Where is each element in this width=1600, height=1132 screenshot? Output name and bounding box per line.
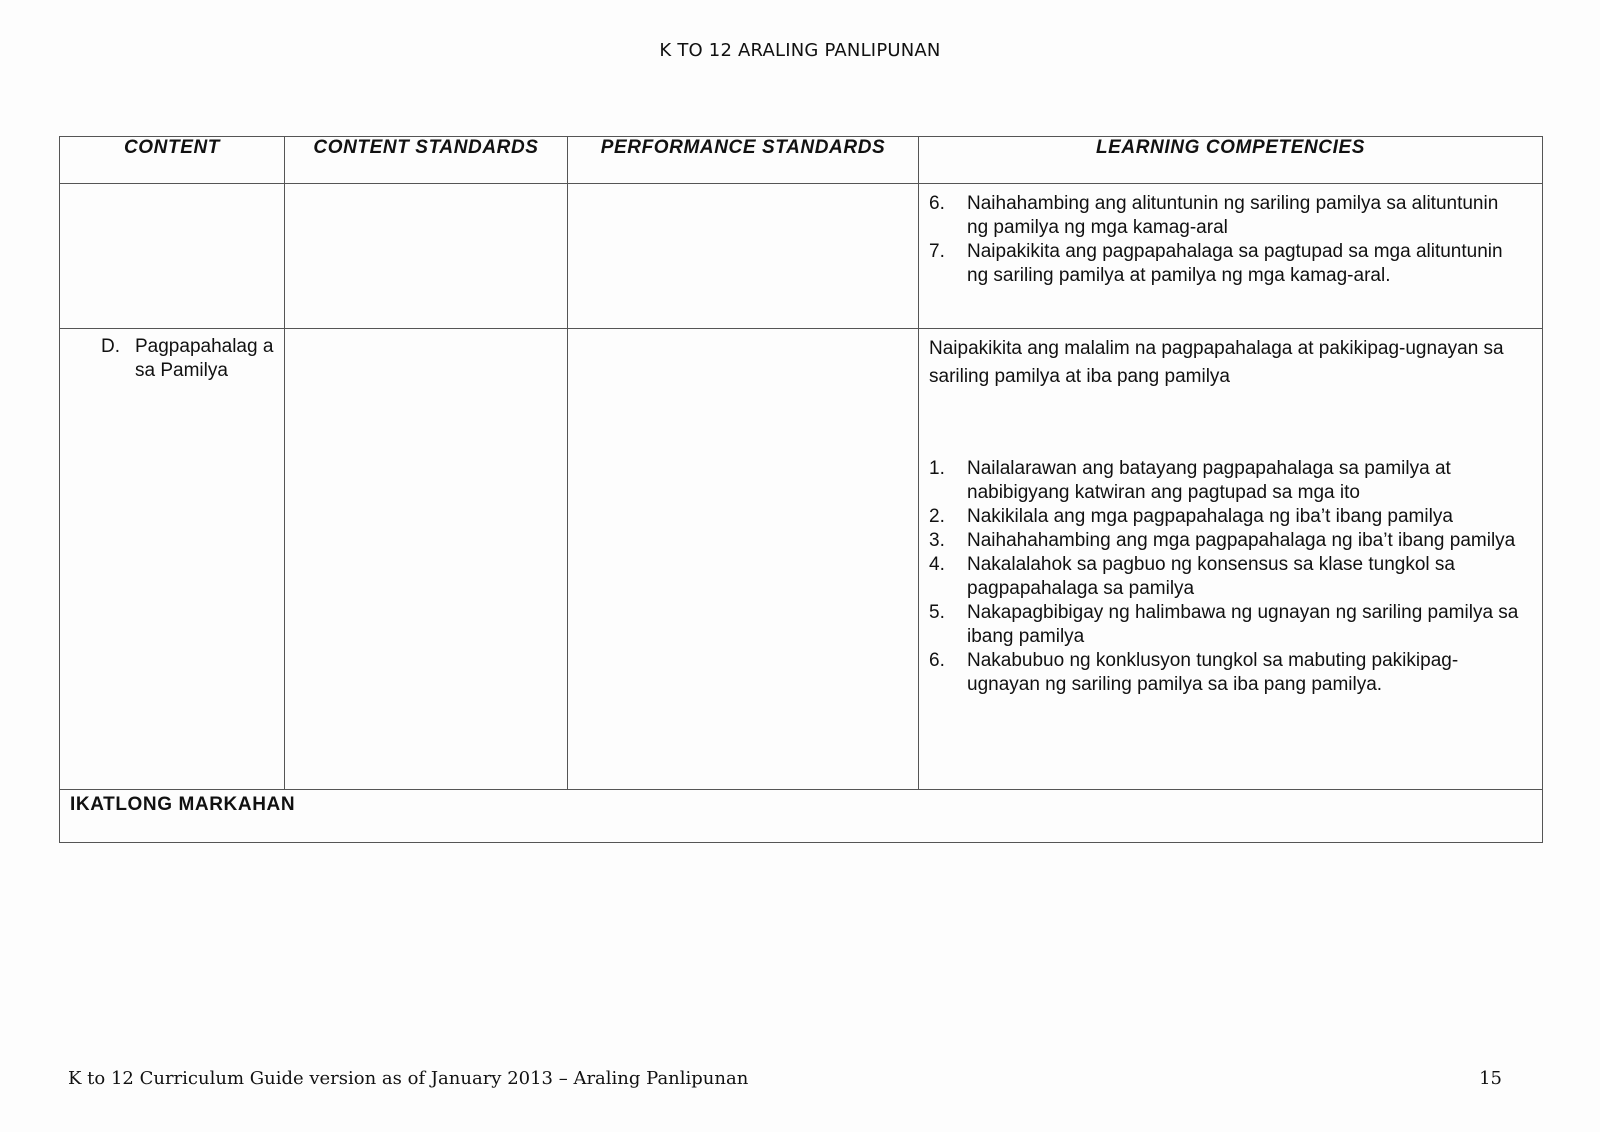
table-header-row — [60, 137, 1543, 184]
learning-competencies-cell — [919, 329, 1543, 790]
page-header: K TO 12 ARALING PANLIPUNAN — [659, 40, 941, 61]
column-header-performance-standards: PERFORMANCE STANDARDS — [568, 137, 919, 184]
competency-text: Naihahambing ang alituntunin ng sariling pamilya sa alituntunin ng pamilya ng mga kamag-aral — [967, 193, 1499, 238]
column-header-content: CONTENT — [60, 137, 285, 184]
competency-item — [929, 505, 1522, 529]
competency-item — [929, 553, 1522, 601]
content-text: Pagpapahalag a sa Pamilya — [135, 336, 274, 381]
competency-number: 1. — [929, 458, 945, 479]
performance-standards-cell — [568, 329, 919, 790]
competency-text: Naipakikita ang pagpapahalaga sa pagtupad sa mga alituntunin ng sariling pamilya at pamilya ng mga kamag-aral. — [967, 241, 1503, 286]
competency-item — [929, 529, 1522, 553]
competency-number: 4. — [929, 554, 945, 575]
competency-text: Nakikilala ang mga pagpapahalaga ng iba’t ibang pamilya — [967, 506, 1453, 527]
page-number: 15 — [1479, 1068, 1502, 1089]
learning-competencies-cell — [919, 184, 1543, 329]
competency-item — [929, 457, 1522, 505]
content-standards-cell — [285, 184, 568, 329]
competency-item — [929, 601, 1522, 649]
competency-text: Nakalalahok sa pagbuo ng konsensus sa klase tungkol sa pagpapahalaga sa pamilya — [967, 554, 1455, 599]
content-letter: D. — [101, 336, 120, 357]
competency-list — [929, 457, 1522, 697]
table-row — [60, 184, 1543, 329]
competency-intro: Naipakikita ang malalim na pagpapahalaga at pakikipag-ugnayan sa sariling pamilya at iba pang pamilya — [929, 338, 1504, 387]
curriculum-table — [59, 136, 1543, 843]
column-header-learning-competencies: LEARNING COMPETENCIES — [919, 137, 1543, 184]
competency-item — [929, 192, 1522, 240]
column-header-content-standards: CONTENT STANDARDS — [285, 137, 568, 184]
content-cell — [60, 184, 285, 329]
footer-text: K to 12 Curriculum Guide version as of January 2013 – Araling Panlipunan — [68, 1068, 749, 1089]
content-cell — [60, 329, 285, 790]
content-standards-cell — [285, 329, 568, 790]
competency-text: Nakapagbibigay ng halimbawa ng ugnayan ng sariling pamilya sa ibang pamilya — [967, 602, 1519, 647]
table-row — [60, 329, 1543, 790]
competency-number: 3. — [929, 530, 945, 551]
competency-number: 7. — [929, 241, 945, 262]
competency-text: Nakabubuo ng konklusyon tungkol sa mabuting pakikipag-ugnayan ng sariling pamilya sa iba pang pamilya. — [967, 650, 1459, 695]
content-item — [60, 329, 284, 383]
competency-number: 6. — [929, 650, 945, 671]
competency-list — [929, 192, 1522, 288]
competency-text: Naihahahambing ang mga pagpapahalaga ng iba’t ibang pamilya — [967, 530, 1516, 551]
competency-text: Nailalarawan ang batayang pagpapahalaga sa pamilya at nabibigyang katwiran ang pagtupad sa mga ito — [967, 458, 1451, 503]
competency-number: 6. — [929, 193, 945, 214]
competency-number: 2. — [929, 506, 945, 527]
quarter-row — [60, 790, 1543, 843]
quarter-label: IKATLONG MARKAHAN — [60, 790, 1543, 843]
competency-item — [929, 649, 1522, 697]
competency-number: 5. — [929, 602, 945, 623]
competency-item — [929, 240, 1522, 288]
performance-standards-cell — [568, 184, 919, 329]
